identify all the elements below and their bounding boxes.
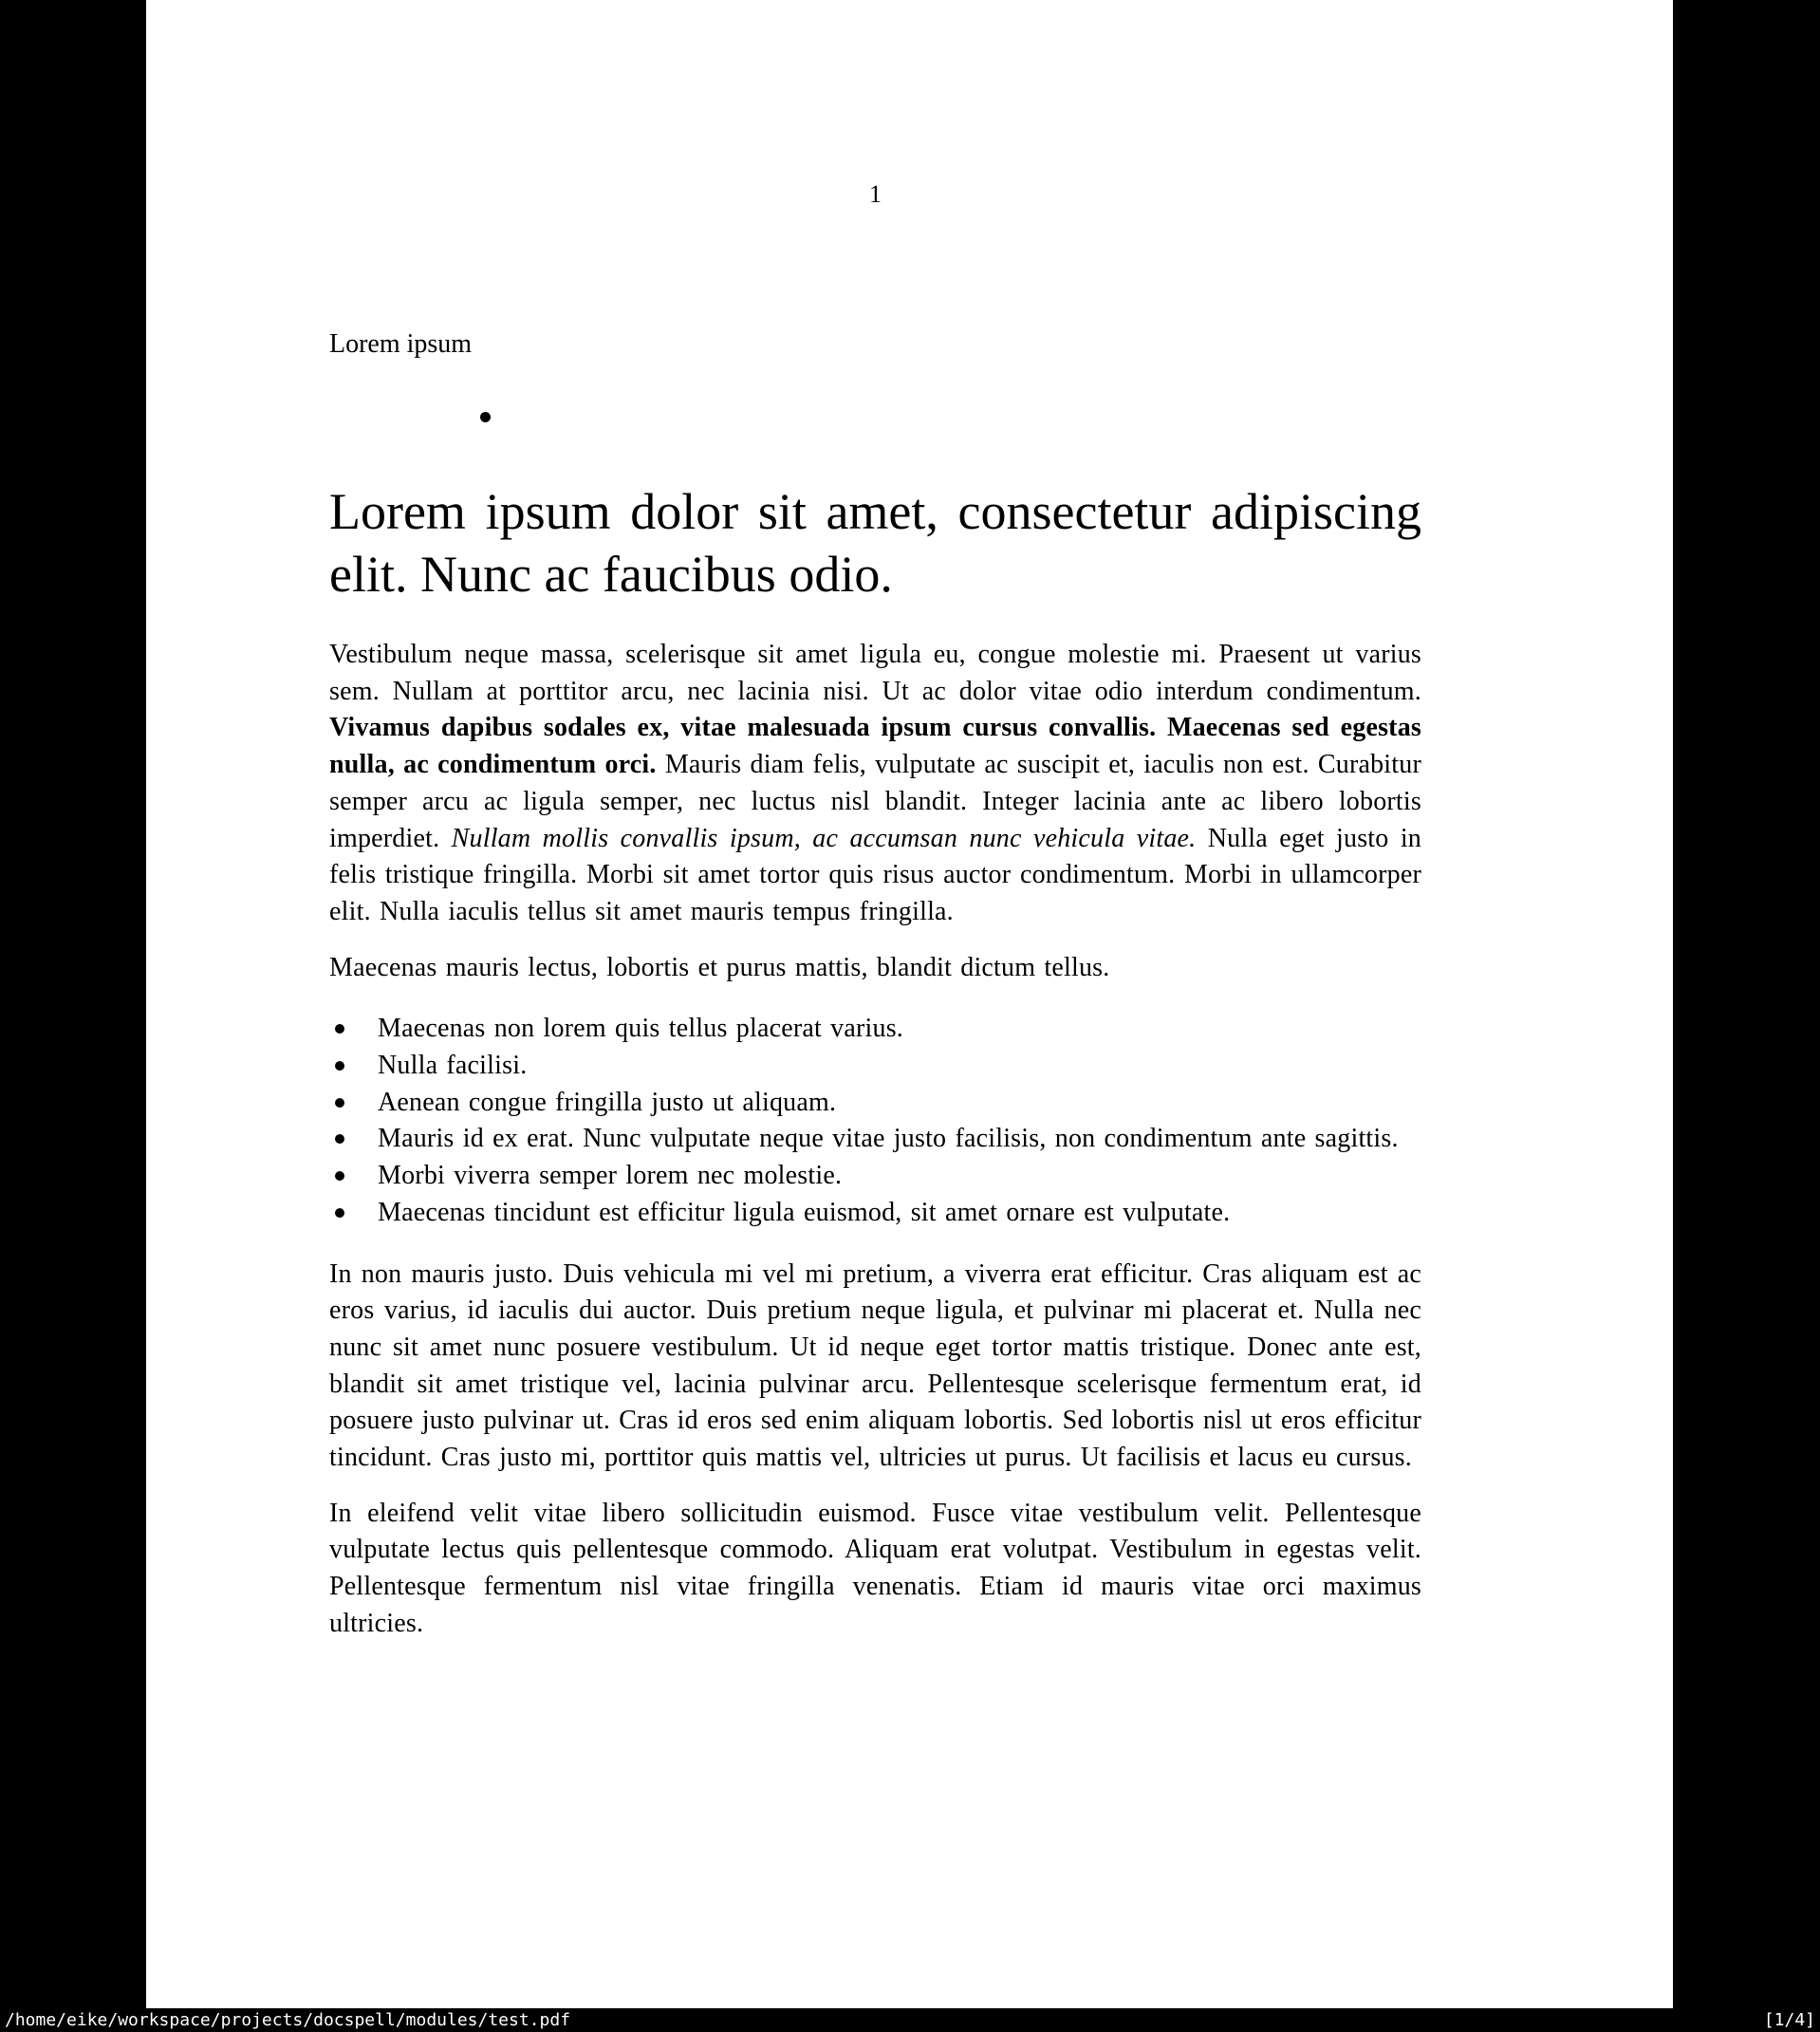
statusbar-filepath: /home/eike/workspace/projects/docspell/modules/test.pdf [5, 2010, 571, 2030]
paragraph-4: In eleifend velit vitae libero sollicitudin euismod. Fusce vitae vestibulum velit. Pellentesque vulputate lectus quis pellentesque commodo. Aliquam erat volutpat. Vestibulum in egestas velit. Pellentesque fermentum nisl vitae fringilla venenatis. Etiam id mauris vitae orci maximus ultricies. [329, 1498, 1421, 1638]
list-item [329, 1195, 1421, 1232]
list-item-text: Maecenas tincidunt est efficitur ligula euismod, sit amet ornare est vulputate. [378, 1197, 1231, 1227]
bullet-icon [335, 1208, 344, 1218]
page-number: 1 [869, 180, 882, 208]
list-item [329, 1158, 1421, 1195]
pdf-page[interactable] [146, 0, 1673, 2008]
list-item-text: Mauris id ex erat. Nunc vulputate neque vitae justo facilisis, non condimentum ante sagittis. [378, 1124, 1399, 1154]
list-item-text: Morbi viverra semper lorem nec molestie. [378, 1161, 843, 1191]
list-item [329, 1121, 1421, 1158]
pretitle-text: Lorem ipsum [329, 329, 473, 359]
statusbar [0, 2008, 1820, 2032]
list-item [329, 1085, 1421, 1122]
bullet-list [329, 1011, 1421, 1231]
paragraph-3: In non mauris justo. Duis vehicula mi vel mi pretium, a viverra erat efficitur. Cras aliquam est ac eros varius, id iaculis dui auctor. Duis pretium neque ligula, et pulvinar mi placerat et. Nulla nec nunc sit amet nunc posuere vestibulum. Ut id neque eget tortor mattis tristique. Donec ante est, blandit sit amet tristique vel, lacinia pulvinar arcu. Pellentesque scelerisque fermentum erat, id posuere justo pulvinar ut. Cras id eros sed enim aliquam lobortis. Sed lobortis nisl ut eros efficitur tincidunt. Cras justo mi, porttitor quis mattis vel, ultricies ut purus. Ut facilisis et lacus eu cursus. [329, 1258, 1421, 1473]
list-item-text: Nulla facilisi. [378, 1051, 528, 1081]
bullet-icon [335, 1024, 344, 1034]
document-body [329, 637, 1421, 1662]
list-item-text: Maecenas non lorem quis tellus placerat varius. [378, 1014, 904, 1044]
bullet-icon [335, 1098, 344, 1108]
paragraph-2: Maecenas mauris lectus, lobortis et purus mattis, blandit dictum tellus. [329, 952, 1110, 982]
list-item [329, 1011, 1421, 1048]
list-item [329, 1048, 1421, 1085]
document-title: Lorem ipsum dolor sit amet, consectetur adipiscing elit. Nunc ac faucibus odio. [329, 483, 1421, 603]
paragraph-1: Vestibulum neque massa, scelerisque sit amet ligula eu, congue molestie mi. Praesent ut varius sem. Nullam at porttitor arcu, nec lacinia nisi. Ut ac dolor vitae odio interdum condimentum. Vivamus dapibus sodales ex, vitae malesuada ipsum cursus convallis. Maecenas sed egestas nulla, ac condimentum orci. Mauris diam felis, vulputate ac suscipit et, iaculis non est. Curabitur semper arcu ac ligula semper, nec luctus nisl blandit. Integer lacinia ante ac libero lobortis imperdiet. Nullam mollis convallis ipsum, ac accumsan nunc vehicula vitae. Nulla eget justo in felis tristique fringilla. Morbi sit amet tortor quis risus auctor condimentum. Morbi in ullamcorper elit. Nulla iaculis tellus sit amet mauris tempus fringilla. [329, 640, 1421, 926]
bullet-icon [335, 1061, 344, 1071]
bullet-icon [480, 412, 491, 422]
statusbar-page-indicator: [1/4] [1763, 2010, 1815, 2030]
bullet-icon [335, 1134, 344, 1144]
bullet-icon [335, 1171, 344, 1181]
list-item-text: Aenean congue fringilla justo ut aliquam. [378, 1087, 837, 1117]
